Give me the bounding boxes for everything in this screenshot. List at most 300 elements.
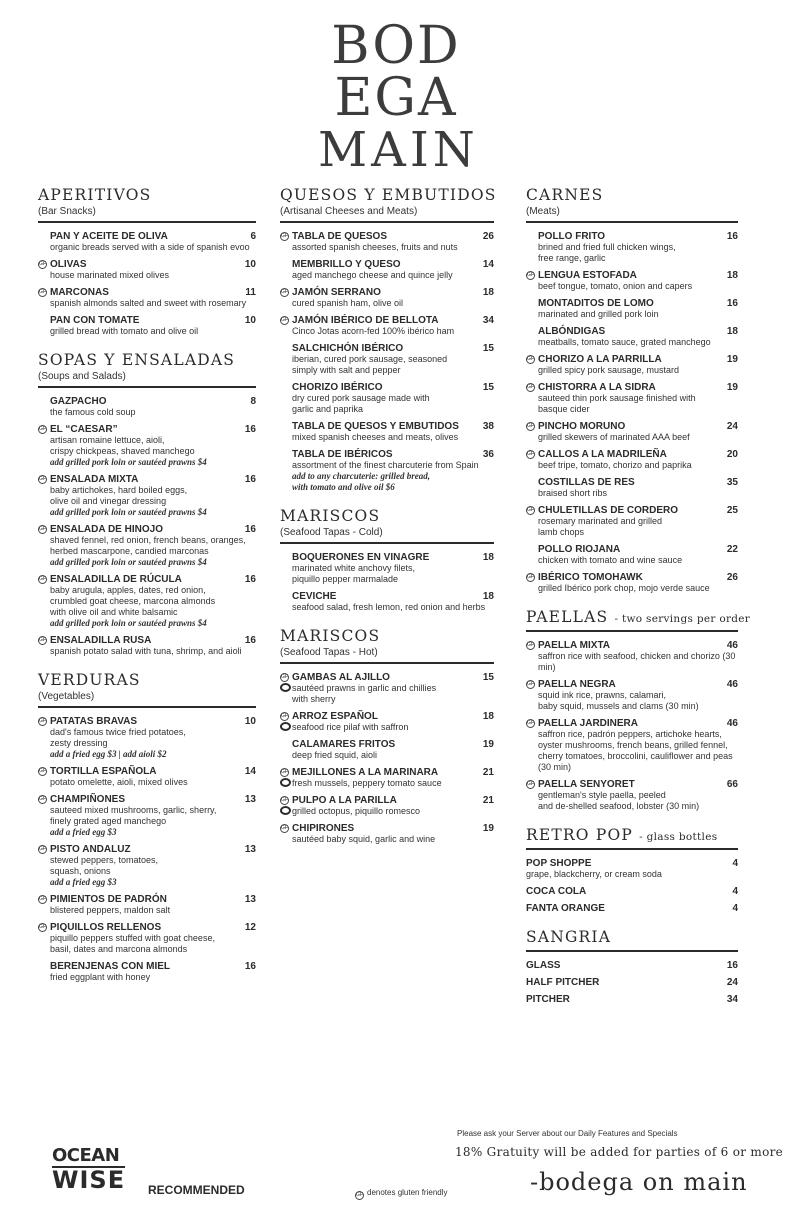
gluten-free-icon: GF [281,289,288,295]
menu-item-name: BOQUERONES EN VINAGRE [292,552,430,563]
gluten-free-icon: GF [527,507,534,513]
menu-item-price: 16 [244,424,256,435]
sangria-section [526,928,738,1005]
menu-item [526,270,738,292]
section-divider [38,221,256,223]
menu-item-description: dry cured pork sausage made with garlic and paprika [292,393,430,414]
gluten-free-icon: GF [281,674,288,680]
menu-item-price: 16 [244,474,256,485]
menu-item-name: GAMBAS AL AJILLO [292,672,390,683]
menu-item [280,795,494,817]
bodega-signature: -bodega on main [530,1168,748,1196]
ocean-wise-line-1: OCEAN [52,1145,120,1166]
menu-item-price: 35 [726,477,738,488]
menu-item-price: 10 [244,259,256,270]
menu-item-addon: add grilled pork loin or sautéed prawns $4 [50,618,207,628]
menu-item-description: beef tongue, tomato, onion and capers [538,281,693,291]
menu-item-price: 14 [482,259,494,270]
section-divider [526,630,738,632]
menu-item-name: PAELLA MIXTA [538,640,611,651]
logo-line-3: MAIN [318,122,479,178]
menu-item [526,421,738,443]
menu-item [526,572,738,594]
menu-item-name: PIMIENTOS DE PADRÓN [50,894,167,905]
menu-item-addon: add grilled pork loin or sautéed prawns $4 [50,457,207,467]
section-subtitle: (Seafood Tapas - Hot) [280,647,378,658]
drink-item [526,994,738,1005]
menu-section [526,186,738,594]
menu-item [526,779,738,812]
menu-item-name: ALBÓNDIGAS [538,326,606,337]
gluten-free-icon: GF [281,317,288,323]
menu-item-description: sautéed baby squid, garlic and wine [292,834,436,844]
gluten-free-icon: GF [527,272,534,278]
menu-item [280,315,494,337]
menu-item-price: 10 [244,716,256,727]
menu-item-description: seafood rice pilaf with saffron [292,722,409,732]
menu-item-description: brined and fried full chicken wings, free range, garlic [538,242,676,263]
menu-item-name: MARCONAS [50,287,109,298]
menu-item [38,844,256,888]
menu-item [38,396,256,418]
menu-item-addon: add grilled pork loin or sautéed prawns $4 [50,507,207,517]
menu-item-price: 18 [482,711,494,722]
menu-item-name: ENSALADILLA RUSA [50,635,152,646]
menu-item [280,449,494,493]
section-divider [38,386,256,388]
menu-item-name: CHORIZO A LA PARRILLA [538,354,662,365]
menu-item-description: meatballs, tomato sauce, grated manchego [538,337,711,347]
menu-item-name: LENGUA ESTOFADA [538,270,637,281]
menu-item-name: EL “CAESAR” [50,424,118,435]
menu-item [526,326,738,348]
menu-item-description: fried eggplant with honey [50,972,151,982]
server-note: Please ask your Server about our Daily Features and Specials [457,1129,678,1138]
gluten-free-icon: GF [527,451,534,457]
menu-item-name: CHAMPIÑONES [50,794,126,805]
menu-item-addon: add grilled pork loin or sautéed prawns $4 [50,557,207,567]
menu-item-name: CEVICHE [292,591,337,602]
menu-item-description: assorted spanish cheeses, fruits and nuts [292,242,458,252]
menu-item-description: baby arugula, apples, dates, red onion, crumbled goat cheese, marcona almonds with olive oil and white balsamic [50,585,216,617]
menu-item-price: 21 [482,795,494,806]
menu-item-price: 13 [244,844,256,855]
menu-item-name: ARROZ ESPAÑOL [292,711,378,722]
gluten-free-icon: GF [39,718,46,724]
menu-item-description: fresh mussels, peppery tomato sauce [292,778,442,788]
section-divider [526,950,738,952]
menu-section [38,671,256,983]
menu-item [280,591,494,613]
ocean-wise-icon [280,778,291,787]
menu-item-description: rosemary marinated and grilled lamb chops [538,516,663,537]
logo-line-2: EGA [334,68,458,128]
menu-item-price: 8 [250,396,256,407]
menu-item [526,382,738,415]
menu-item [526,231,738,264]
menu-item-price: 14 [244,766,256,777]
gluten-free-icon: GF [527,423,534,429]
section-divider [526,848,738,850]
gluten-free-icon: GF [39,846,46,852]
gluten-free-icon: GF [39,924,46,930]
menu-item-description: chicken with tomato and wine sauce [538,555,683,565]
menu-item [280,421,494,443]
menu-item-description: grilled spicy pork sausage, mustard [538,365,680,375]
section-divider [280,542,494,544]
gluten-friendly-legend [355,1188,448,1199]
menu-item [38,231,256,253]
menu-item-price: 20 [726,449,738,460]
menu-item [38,474,256,518]
section-title [526,928,738,946]
menu-item-name: JAMÓN IBÉRICO DE BELLOTA [292,315,439,326]
menu-item [526,505,738,538]
drink-price: 16 [726,960,738,971]
gluten-free-icon: GF [39,796,46,802]
menu-item-price: 36 [482,449,494,460]
menu-item [38,635,256,657]
menu-item-price: 15 [482,382,494,393]
drink-price: 4 [732,858,738,869]
gluten-free-icon: GF [527,681,534,687]
menu-item-name: PISTO ANDALUZ [50,844,131,855]
menu-item-price: 46 [726,640,738,651]
menu-item-name: GAZPACHO [50,396,107,407]
menu-item-name: MONTADITOS DE LOMO [538,298,654,309]
menu-item-name: ENSALADILLA DE RÚCULA [50,574,182,585]
menu-item-name: CHISTORRA A LA SIDRA [538,382,656,393]
menu-item-name: TORTILLA ESPAÑOLA [50,766,157,777]
menu-item-description: braised short ribs [538,488,608,498]
menu-item-description: squid ink rice, prawns, calamari, baby squid, mussels and clams (30 min) [538,690,699,711]
section-title [526,186,738,204]
menu-item-name: PAELLA JARDINERA [538,718,639,729]
menu-item-price: 16 [244,635,256,646]
menu-item-name: BERENJENAS CON MIEL [50,961,171,972]
ocean-wise-icon [280,683,291,692]
section-title-note: - two servings per order [614,613,751,625]
menu-item-description: sauteed thin pork sausage finished with basque cider [538,393,696,414]
menu-item-name: PAN CON TOMATE [50,315,140,326]
menu-item-description: spanish almonds salted and sweet with rosemary [50,298,247,308]
menu-item-description: stewed peppers, tomatoes, squash, onions [50,855,159,876]
menu-item-description: Cinco Jotas acorn-fed 100% ibérico ham [292,326,455,336]
section-title [526,608,751,626]
menu-item-addon: add a fried egg $3 [50,877,117,887]
menu-item-name: TABLA DE QUESOS [292,231,388,242]
menu-item-price: 18 [482,287,494,298]
section-title-text: PAELLAS [526,608,609,626]
drink-name: FANTA ORANGE [526,903,605,914]
menu-item [280,343,494,376]
menu-item-name: CHIPIRONES [292,823,355,834]
section-title-text: SOPAS Y ENSALADAS [38,351,236,369]
menu-item-name: JAMÓN SERRANO [292,287,381,298]
menu-item-price: 12 [244,922,256,933]
menu-item-price: 6 [250,231,256,242]
gluten-free-icon: GF [39,896,46,902]
gluten-free-icon: GF [39,289,46,295]
menu-item-name: PULPO A LA PARILLA [292,795,397,806]
section-subtitle: (Seafood Tapas - Cold) [280,527,383,538]
menu-item-addon: add to any charcuterie: grilled bread, with tomato and olive oil $6 [292,471,430,492]
menu-item-price: 13 [244,794,256,805]
menu-item-name: PIQUILLOS RELLENOS [50,922,162,933]
menu-item-description: blistered peppers, maldon salt [50,905,171,915]
menu-item-price: 18 [726,326,738,337]
menu-item [38,794,256,838]
section-title-text: APERITIVOS [38,186,152,204]
menu-item-description: gentleman's style paella, peeled and de-shelled seafood, lobster (30 min) [538,790,700,811]
menu-section [38,351,256,657]
menu-item-description: marinated and grilled pork loin [538,309,659,319]
menu-item-description: baby artichokes, hard boiled eggs, olive oil and vinegar dressing [50,485,188,506]
section-subtitle: (Meats) [526,206,560,217]
menu-item-price: 22 [726,544,738,555]
menu-item [526,640,738,673]
menu-item [38,716,256,760]
drink-name: COCA COLA [526,886,587,897]
menu-item-description: saffron rice, padrón peppers, artichoke hearts, oyster mushrooms, french beans, grilled fennel, cherry tomatoes, broccolini, cauliflower and peas (30 min) [538,729,733,772]
menu-item-price: 24 [726,421,738,432]
retro-pop-section [526,826,738,914]
menu-item-name: MEJILLONES A LA MARINARA [292,767,439,778]
menu-item [526,449,738,471]
menu-item-price: 25 [726,505,738,516]
menu-item-description: piquillo peppers stuffed with goat cheese, basil, dates and marcona almonds [50,933,215,954]
menu-item-name: POLLO FRITO [538,231,606,242]
gluten-friendly-text: denotes gluten friendly [367,1188,448,1197]
gluten-free-icon: GF [39,576,46,582]
section-title-text: MARISCOS [280,507,381,525]
menu-item-description: spanish potato salad with tuna, shrimp, and aioli [50,646,242,656]
drink-item [526,977,738,988]
ocean-wise-icon [280,806,291,815]
menu-item [526,679,738,712]
menu-item [280,231,494,253]
gluten-free-icon: GF [39,426,46,432]
menu-item-price: 46 [726,679,738,690]
gluten-free-icon: GF [281,797,288,803]
menu-item-price: 34 [482,315,494,326]
section-subtitle: (Soups and Salads) [38,371,126,382]
drink-name: PITCHER [526,994,570,1005]
menu-item-name: ENSALADA DE HINOJO [50,524,163,535]
menu-item-price: 15 [482,672,494,683]
logo-line-1: BOD [331,16,461,76]
menu-item-description: organic breads served with a side of spanish evoo [50,242,250,252]
menu-item-price: 21 [482,767,494,778]
section-subtitle: (Bar Snacks) [38,206,96,217]
menu-item-price: 11 [245,287,256,298]
section-divider [280,662,494,664]
section-title [38,671,256,689]
menu-item-price: 16 [726,298,738,309]
menu-item-addon: add a fried egg $3 [50,827,117,837]
menu-item-name: PAELLA SENYORET [538,779,635,790]
section-subtitle: (Artisanal Cheeses and Meats) [280,206,418,217]
drink-description: grape, blackcherry, or cream soda [526,869,662,879]
section-title-text: CARNES [526,186,604,204]
menu-item-name: TABLA DE IBÉRICOS [292,449,393,460]
menu-item-description: grilled bread with tomato and olive oil [50,326,199,336]
menu-item [38,894,256,916]
menu-item-price: 16 [244,574,256,585]
menu-item-name: ENSALADA MIXTA [50,474,139,485]
menu-item [38,574,256,629]
menu-item-name: PINCHO MORUNO [538,421,626,432]
menu-item-description: beef tripe, tomato, chorizo and paprika [538,460,692,470]
menu-item-price: 16 [244,961,256,972]
menu-item-price: 26 [482,231,494,242]
menu-item-description: grilled Ibérico pork chop, mojo verde sauce [538,583,710,593]
drink-name: HALF PITCHER [526,977,600,988]
section-divider [526,221,738,223]
menu-section [280,627,494,845]
section-title [526,826,738,844]
gluten-free-icon: GF [527,356,534,362]
menu-column-3 [526,186,751,1019]
section-title [280,507,494,525]
gluten-free-icon: GF [281,825,288,831]
menu-item [38,524,256,568]
menu-item [280,711,494,733]
menu-item-price: 19 [482,823,494,834]
menu-item [38,315,256,337]
menu-item [38,961,256,983]
menu-item [526,298,738,320]
menu-item-addon: add a fried egg $3 | add aioli $2 [50,749,167,759]
menu-item-price: 46 [726,718,738,729]
ocean-wise-recommended: RECOMMENDED [148,1183,245,1197]
menu-item [526,354,738,376]
menu-item-name: PATATAS BRAVAS [50,716,138,727]
menu-item-description: house marinated mixed olives [50,270,170,280]
menu-item-description: the famous cold soup [50,407,136,417]
gluten-free-icon: GF [39,768,46,774]
menu-item [280,739,494,761]
menu-item-price: 38 [482,421,494,432]
menu-item [280,552,494,585]
gluten-free-icon: GF [527,720,534,726]
menu-item-price: 10 [244,315,256,326]
gratuity-note: 18% Gratuity will be added for parties of 6 or more [455,1145,784,1159]
section-title [280,627,494,645]
menu-section [280,507,494,613]
ocean-wise-icon [280,722,291,731]
section-subtitle: (Vegetables) [38,691,95,702]
section-title-text: QUESOS Y EMBUTIDOS [280,186,497,204]
drink-item [526,960,738,971]
drink-name: GLASS [526,960,561,971]
menu-item-price: 66 [726,779,738,790]
menu-item-price: 19 [482,739,494,750]
menu-item-description: dad's famous twice fried potatoes, zesty dressing [50,727,186,748]
menu-item [38,766,256,788]
drink-item [526,858,738,880]
gluten-free-icon: GF [281,713,288,719]
drink-price: 34 [726,994,738,1005]
gluten-free-icon: GF [527,781,534,787]
menu-item-description: aged manchego cheese and quince jelly [292,270,453,280]
ocean-wise-logo [52,1146,125,1193]
menu-item-name: PAELLA NEGRA [538,679,616,690]
menu-item-description: artisan romaine lettuce, aioli, crispy chickpeas, shaved manchego [50,435,195,456]
menu-item-name: SALCHICHÓN IBÉRICO [292,343,404,354]
menu-item-price: 15 [482,343,494,354]
section-title-text: VERDURAS [38,671,141,689]
menu-item-name: CHULETILLAS DE CORDERO [538,505,678,516]
menu-column-2 [280,186,497,859]
section-divider [280,221,494,223]
ocean-wise-line-2: WISE [52,1166,126,1194]
section-title [38,351,256,369]
gluten-free-icon: GF [39,476,46,482]
menu-column-1 [38,186,256,997]
menu-item-price: 16 [726,231,738,242]
menu-item [526,544,738,566]
menu-item-price: 18 [726,270,738,281]
menu-item-description: marinated white anchovy filets, piquillo pepper marmalade [292,563,416,584]
gluten-free-icon: GF [39,637,46,643]
gluten-free-icon: GF [527,574,534,580]
menu-item-name: MEMBRILLO Y QUESO [292,259,401,270]
menu-item-description: mixed spanish cheeses and meats, olives [292,432,459,442]
drink-item [526,903,738,914]
menu-item-description: grilled skewers of marinated AAA beef [538,432,690,442]
drink-price: 24 [726,977,738,988]
menu-item-description: seafood salad, fresh lemon, red onion and herbs [292,602,486,612]
section-divider [38,706,256,708]
menu-item-name: CHORIZO IBÉRICO [292,382,383,393]
bodega-main-logo [318,16,479,178]
menu-item [280,382,494,415]
menu-item [280,672,494,705]
menu-item [280,823,494,845]
menu-item-description: sautéed prawns in garlic and chillies with sherry [292,683,437,704]
menu-item-price: 19 [726,382,738,393]
menu-item-description: assortment of the finest charcuterie from Spain [292,460,479,470]
menu-item-price: 18 [482,591,494,602]
menu-item-price: 16 [244,524,256,535]
menu-item-description: grilled octopus, piquillo romesco [292,806,421,816]
menu-item [526,477,738,499]
menu-item-name: IBÉRICO TOMOHAWK [538,572,643,583]
menu-section [280,186,497,493]
menu-item [38,259,256,281]
section-title-text: MARISCOS [280,627,381,645]
menu-item [38,287,256,309]
menu-item-price: 19 [726,354,738,365]
gluten-free-icon: GF [39,526,46,532]
section-title [280,186,497,204]
menu-item [280,287,494,309]
menu-item-description: cured spanish ham, olive oil [292,298,404,308]
gluten-free-icon: GF [356,1192,363,1198]
menu-item [38,424,256,468]
menu-item-description: sauteed mixed mushrooms, garlic, sherry, finely grated aged manchego [50,805,217,826]
menu-item [526,718,738,773]
menu-item-price: 18 [482,552,494,563]
section-title [38,186,256,204]
menu-item-description: shaved fennel, red onion, french beans, oranges, herbed mascarpone, candied marconas [50,535,246,556]
section-title-text: RETRO POP [526,826,633,844]
menu-section [526,608,751,812]
menu-item-description: iberian, cured pork sausage, seasoned simply with salt and pepper [292,354,448,375]
menu-item-name: CALLOS A LA MADRILEÑA [538,449,667,460]
menu-item [38,922,256,955]
